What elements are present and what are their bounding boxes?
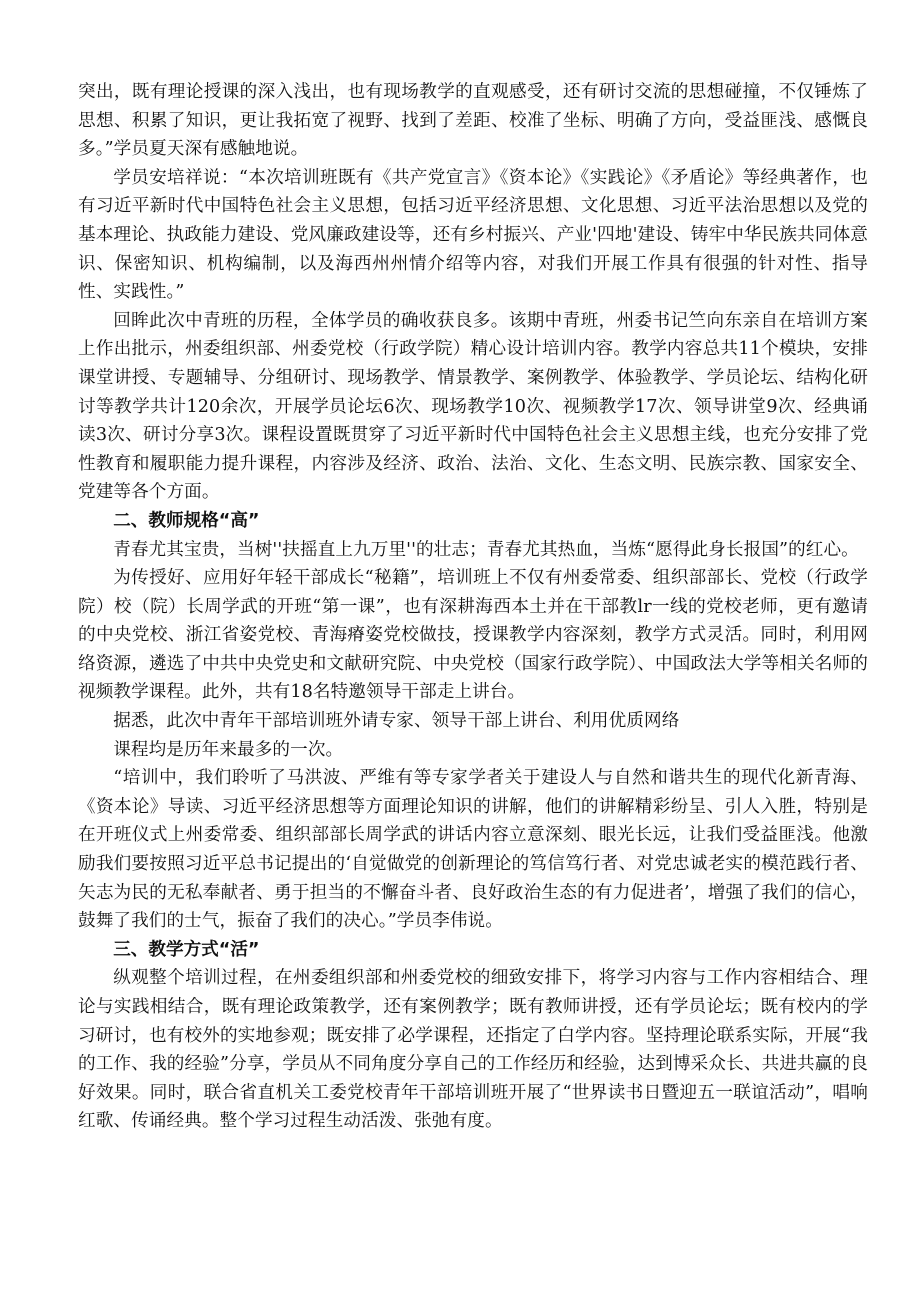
paragraph-external-experts: 据悉，此次中青年干部培训班外请专家、领导干部上讲台、利用优质网络	[113, 711, 680, 732]
paragraph-most-courses: 课程均是历年来最多的一次。	[113, 739, 344, 760]
section-heading-teaching-methods: 三、教学方式“活”	[113, 939, 260, 960]
section-heading-teachers: 二、教师规格“高”	[113, 510, 260, 531]
paragraph-quote-xia-tian: 突出，既有理论授课的深入浅出，也有现场教学的直观感受，还有研讨交流的思想碰撞，不仅锤炼了思想、积累了知识，更让我拓宽了视野、找到了差距、校准了坐标、明确了方向，受益匪浅、感慨良多。”学员夏天深有感触地说。	[78, 82, 868, 160]
paragraph-teachers-detail: 为传授好、应用好年轻干部成长“秘籍”，培训班上不仅有州委常委、组织部部长、党校（行政学院）校（院）长周学武的开班“第一课”，也有深耕海西本土并在干部教lr一线的党校老师，更有邀请的中央党校、浙江省姿党校、青海瘠姿党校做技，授课教学内容深刻，教学方式灵活。同时，利用网络资源，遴选了中共中央党史和文献研究院、中央党校（国家行政学院）、中国政法大学等相关名师的视频教学课程。此外，共有18名特邀领导干部走上讲台。	[78, 568, 868, 703]
paragraph-quote-an-peixiang: 学员安培祥说：“本次培训班既有《共产党宣言》《资本论》《实践论》《矛盾论》等经典著作，也有习近平新时代中国特色社会主义思想，包括习近平经济思想、文化思想、习近平法治思想以及党的基本理论、执政能力建设、党风廉政建设等，还有乡村振兴、产业'四地'建设、铸牢中华民族共同体意识、保密知识、机构编制，以及海西州州情介绍等内容，对我们开展工作具有很强的针对性、指导性、实践性。”	[78, 167, 868, 303]
paragraph-quote-li-wei: “培训中，我们聆听了马洪波、严维有等专家学者关于建设人与自然和谐共生的现代化新青海、《资本论》导读、习近平经济思想等方面理论知识的讲解，他们的讲解精彩纷呈、引人入胜，特别是在开班仪式上州委常委、组织部部长周学武的讲话内容立意深刻、眼光长远，让我们受益匪浅。他激励我们要按照习近平总书记提出的‘自觉做党的创新理论的笃信笃行者、对党忠诚老实的模范践行者、矢志为民的无私奉献者、勇于担当的不懈奋斗者、良好政治生态的有力促进者’，增强了我们的信心，鼓舞了我们的士气，振奋了我们的决心。”学员李伟说。	[78, 768, 868, 932]
document-page	[78, 78, 868, 1136]
paragraph-review-course: 回眸此次中青班的历程，全体学员的确收获良多。该期中青班，州委书记竺向东亲自在培训方案上作出批示，州委组织部、州委党校（行政学院）精心设计培训内容。教学内容总共11个模块，安排课堂讲授、专题辅导、分组研讨、现场教学、情景教学、案例教学、体验教学、学员论坛、结构化研讨等教学共计120余次，开展学员论坛6次、现场教学10次、视频教学17次、领导讲堂9次、经典诵读3次、研讨分享3次。课程设置既贯穿了习近平新时代中国特色社会主义思想主线，也充分安排了党性教育和履职能力提升课程，内容涉及经济、政治、法治、文化、生态文明、民族宗教、国家安全、党建等各个方面。	[78, 310, 868, 503]
paragraph-training-process: 纵观整个培训过程，在州委组织部和州委党校的细致安排下，将学习内容与工作内容相结合、理论与实践相结合，既有理论政策教学，还有案例教学；既有教师讲授，还有学员论坛；既有校内的学习研讨，也有校外的实地参观；既安排了必学课程，还指定了白学内容。坚持理论联系实际，开展“我的工作、我的经验”分享，学员从不同角度分享自己的工作经历和经验，达到博采众长、共进共赢的良好效果。同时，联合省直机关工委党校青年干部培训班开展了“世界读书日暨迎五一联谊活动”，唱响红歌、传诵经典。整个学习过程生动活泼、张弛有度。	[78, 968, 868, 1132]
paragraph-youth-aspiration: 青春尤其宝贵，当树''扶摇直上九万里''的壮志；青春尤其热血，当炼“愿得此身长报国”的红心。	[113, 539, 859, 560]
